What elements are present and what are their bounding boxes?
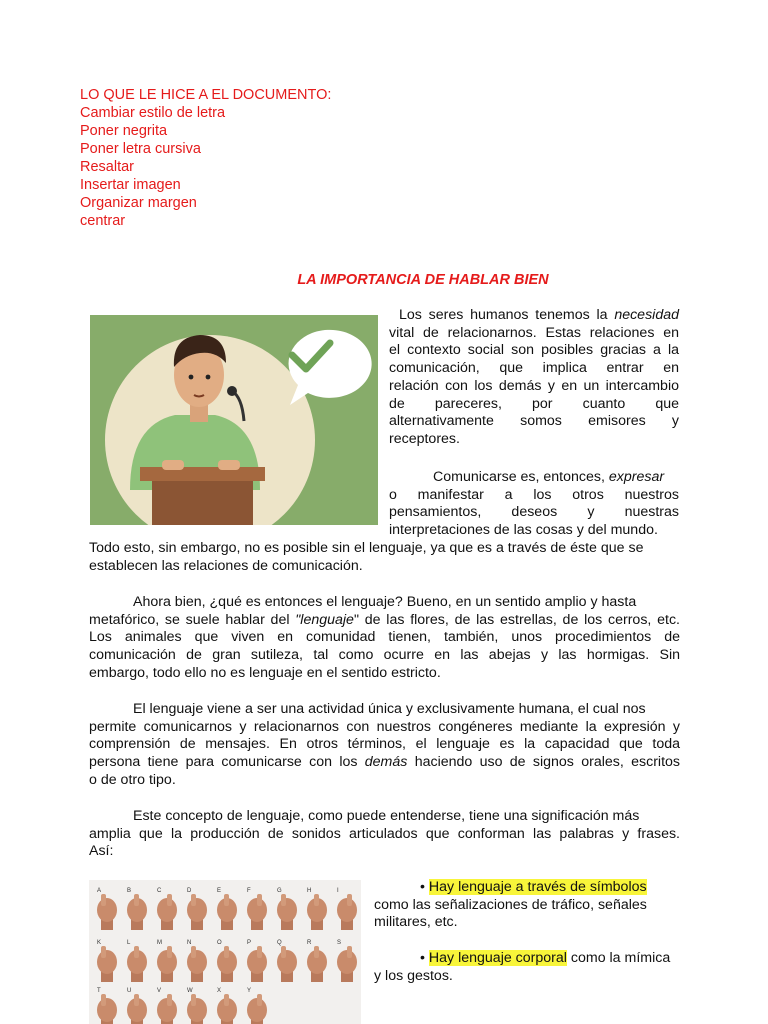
p1-italic: necesidad xyxy=(614,307,679,323)
paragraph-5 xyxy=(89,808,680,861)
sign-hand xyxy=(247,940,267,982)
sign-letter: W xyxy=(187,988,193,994)
sign-letter: A xyxy=(97,888,102,894)
change-list-heading: LO QUE LE HICE A EL DOCUMENTO: xyxy=(80,87,332,103)
sign-hand xyxy=(157,940,177,982)
sign-letter: X xyxy=(217,988,222,994)
p1-line: el contexto social son posibles gracias a la xyxy=(389,342,679,359)
paragraph-1 xyxy=(389,307,679,449)
sign-letter: L xyxy=(127,940,131,946)
p2-line: pensamientos, deseos y nuestras xyxy=(389,504,679,521)
p1-text: Los seres humanos tenemos la xyxy=(399,307,615,323)
sign-letter: C xyxy=(157,888,162,894)
change-item: centrar xyxy=(80,213,126,229)
p4-line: comprensión de mensajes. En otros términos, el lenguaje es la capacidad que toda xyxy=(89,736,680,753)
sign-letter: K xyxy=(97,940,102,946)
sign-hand xyxy=(247,988,267,1024)
p4-italic: demás xyxy=(364,754,408,771)
paragraph-2 xyxy=(389,469,679,540)
change-list xyxy=(80,86,331,230)
p4-text: haciendo uso de signos orales, escritos xyxy=(407,754,680,771)
document-title: LA IMPORTANCIA DE HABLAR BIEN xyxy=(297,272,549,288)
sign-hand xyxy=(217,940,237,982)
sign-hand xyxy=(337,888,357,930)
sign-hand xyxy=(247,888,267,930)
change-item: Resaltar xyxy=(80,159,134,175)
p2-line: Todo esto, sin embargo, no es posible sin el lenguaje, ya que es a través de éste que se xyxy=(89,540,644,556)
p3-line: embargo, todo ello no es lenguaje en el sentido estricto. xyxy=(89,664,441,681)
p1-line: vital de relacionarnos. Estas relaciones en xyxy=(389,324,679,341)
p3-text: metafórico, se suele hablar del xyxy=(89,611,296,628)
sign-hand xyxy=(277,888,297,930)
sign-hand xyxy=(217,988,237,1024)
sign-letter: G xyxy=(277,888,282,894)
p1-line: alternativamente somos emisores y xyxy=(389,413,679,430)
p3-line: comunicación de gran sutileza, tal como ocurre en las abejas y las hormigas. Sin xyxy=(89,647,680,664)
paragraph-2-continued xyxy=(89,540,689,575)
paragraph-3 xyxy=(89,594,680,683)
p5-line: amplia que la producción de sonidos articulados que conforman las palabras y frases. xyxy=(89,825,680,842)
change-item: Poner letra cursiva xyxy=(80,141,201,157)
p3-line: Ahora bien, ¿qué es entonces el lenguaje? Bueno, en un sentido amplio y hasta xyxy=(133,594,637,610)
sign-hand xyxy=(157,988,177,1024)
bullet-text: como la mímica xyxy=(566,950,671,966)
change-item: Organizar margen xyxy=(80,195,197,211)
sign-letter: H xyxy=(307,888,312,894)
sign-letter: N xyxy=(187,940,192,946)
p2-line: interpretaciones de las cosas y del mundo. xyxy=(389,522,658,539)
sign-hand xyxy=(157,888,177,930)
sign-letter: M xyxy=(157,940,162,946)
sign-hand xyxy=(127,888,147,930)
sign-letter: B xyxy=(127,888,132,894)
p2-text: Comunicarse es, entonces, xyxy=(433,469,609,485)
sign-hand xyxy=(217,888,237,930)
p4-line: permite comunicarnos y relacionarnos con nuestros congéneres mediante la expresión y xyxy=(89,718,680,735)
sign-letter: U xyxy=(127,988,132,994)
p3-line: Los animales que viven en comunidad tienen, también, unos procedimientos de xyxy=(89,629,680,646)
sign-hand xyxy=(187,888,207,930)
bullet-body xyxy=(374,950,680,985)
sign-letter: R xyxy=(307,940,312,946)
sign-hand xyxy=(187,988,207,1024)
p1-line: relación con los demás y en un intercambio xyxy=(389,377,679,394)
sign-hand xyxy=(127,940,147,982)
sign-letter: Q xyxy=(277,940,282,946)
highlighted-text: Hay lenguaje corporal xyxy=(428,950,567,966)
sign-hand xyxy=(277,940,297,982)
p1-line: comunicación, que implica entrar en xyxy=(389,360,679,377)
bullet-dot: • xyxy=(420,879,425,895)
sign-hand xyxy=(97,888,117,930)
sign-hand xyxy=(97,988,117,1024)
sign-hand xyxy=(187,940,207,982)
sign-letter: E xyxy=(217,888,222,894)
p4-line: El lenguaje viene a ser una actividad única y exclusivamente humana, el cual nos xyxy=(133,701,646,717)
p3-text: " de las flores, de las estrellas, de los cerros, etc. xyxy=(353,611,680,628)
sign-language-hands xyxy=(89,880,361,1024)
sign-letter: I xyxy=(337,888,339,894)
p1-line: de pareceres, por cuanto que xyxy=(389,395,679,412)
change-item: Insertar imagen xyxy=(80,177,181,193)
sign-letter: P xyxy=(247,940,252,946)
p2-line: o manifestar a los otros nuestros xyxy=(389,486,679,503)
podium-body xyxy=(152,481,253,525)
sign-hand xyxy=(307,888,327,930)
p2-line: establecen las relaciones de comunicación. xyxy=(89,557,363,574)
bullet-line: como las señalizaciones de tráfico, señales xyxy=(374,896,647,913)
bullet-line: militares, etc. xyxy=(374,914,458,931)
p4-text: persona tiene para comunicarse con los xyxy=(89,754,365,771)
p5-line: Así: xyxy=(89,843,114,860)
sign-hand xyxy=(127,988,147,1024)
paragraph-4 xyxy=(89,701,680,790)
sign-letter: D xyxy=(187,888,192,894)
sign-language-image xyxy=(89,880,361,1024)
change-item: Cambiar estilo de letra xyxy=(80,105,226,121)
bullet-dot: • xyxy=(420,950,425,966)
sign-letter: V xyxy=(157,988,162,994)
bullet-symbols xyxy=(374,879,680,932)
podium-top xyxy=(140,467,265,481)
sign-hand xyxy=(307,940,327,982)
sign-hand xyxy=(97,940,117,982)
p4-line: o de otro tipo. xyxy=(89,771,176,788)
p5-line: Este concepto de lenguaje, como puede entenderse, tiene una significación más xyxy=(133,808,640,824)
p1-line: receptores. xyxy=(389,430,460,447)
speaker-illustration xyxy=(90,315,378,525)
p2-italic: expresar xyxy=(608,469,665,485)
bullet-line: y los gestos. xyxy=(374,967,453,984)
sign-letter: Y xyxy=(247,988,252,994)
sign-hand xyxy=(337,940,357,982)
change-item: Poner negrita xyxy=(80,123,168,139)
highlighted-text: Hay lenguaje a través de símbolos xyxy=(428,879,647,895)
p3-italic: "lenguaje xyxy=(295,611,354,628)
sign-letter: O xyxy=(217,940,222,946)
sign-letter: T xyxy=(97,988,101,994)
sign-letter: F xyxy=(247,888,251,894)
sign-letter: S xyxy=(337,940,342,946)
